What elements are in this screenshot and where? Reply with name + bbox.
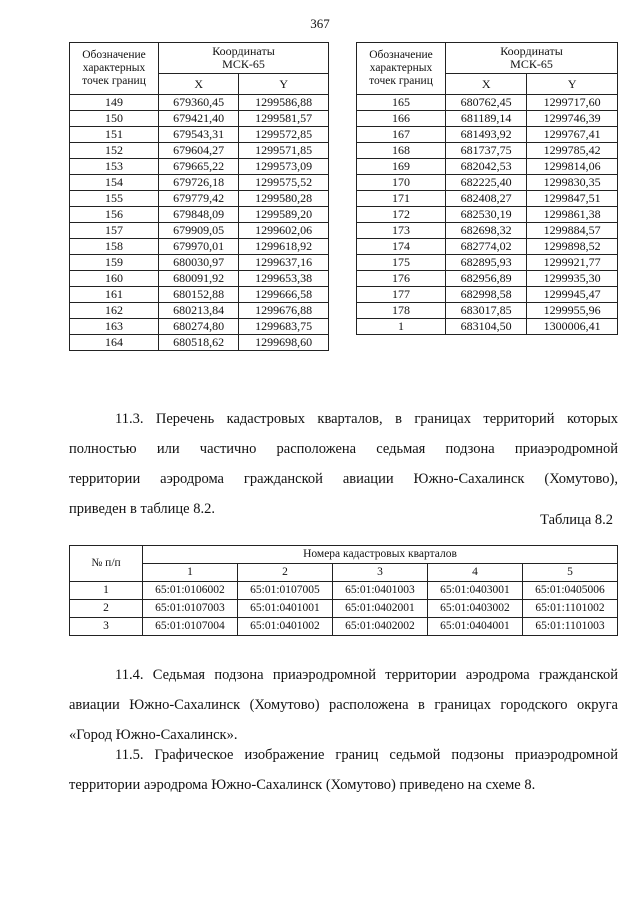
paragraph-line: «Город Южно-Сахалинск».	[69, 727, 238, 743]
header-coordinates-line1: Координаты	[500, 44, 563, 58]
table-cell: 65:01:0401001	[238, 600, 333, 618]
header-points: Обозначение характерных точек границ	[70, 43, 159, 95]
table-row	[70, 159, 329, 175]
header-coordinates-line2: МСК-65	[222, 57, 265, 71]
header-column-number: 5	[523, 564, 618, 582]
table-row	[357, 271, 618, 287]
table-cell: 679848,09	[159, 207, 239, 223]
table-cell: 679604,27	[159, 143, 239, 159]
table-cell: 168	[357, 143, 446, 159]
table-cell: 1299581,57	[239, 111, 329, 127]
table-cell: 162	[70, 303, 159, 319]
table-cell: 164	[70, 335, 159, 351]
table-cell: 1299571,85	[239, 143, 329, 159]
table-cell: 681189,14	[446, 111, 527, 127]
coordinates-table-left	[69, 42, 329, 351]
table-cell: 1299683,75	[239, 319, 329, 335]
table-cell: 169	[357, 159, 446, 175]
table-cell: 65:01:0107005	[238, 582, 333, 600]
table-row	[357, 159, 618, 175]
paragraph-line: авиации Южно-Сахалинск (Хомутово) расположена в границах городского округа	[69, 697, 618, 713]
table-cell: 65:01:0106002	[143, 582, 238, 600]
header-x: X	[159, 74, 239, 95]
table-cell: 65:01:1101002	[523, 600, 618, 618]
table-row	[70, 303, 329, 319]
table-cell: 682408,27	[446, 191, 527, 207]
table-row	[357, 207, 618, 223]
table-row	[357, 223, 618, 239]
table-row	[357, 111, 618, 127]
table-cell: 1299618,92	[239, 239, 329, 255]
table-cell: 172	[357, 207, 446, 223]
header-y: Y	[239, 74, 329, 95]
table-cell: 1299698,60	[239, 335, 329, 351]
table-cell: 680091,92	[159, 271, 239, 287]
table-cell: 679543,31	[159, 127, 239, 143]
table-cell: 163	[70, 319, 159, 335]
table-cell: 1299861,38	[527, 207, 618, 223]
table-row	[70, 95, 329, 111]
table-cell: 155	[70, 191, 159, 207]
table-row	[70, 287, 329, 303]
table-row	[70, 319, 329, 335]
table-row	[357, 303, 618, 319]
table-cell: 679665,22	[159, 159, 239, 175]
table-cell: 1299814,06	[527, 159, 618, 175]
table-cell: 65:01:0402001	[333, 600, 428, 618]
table-cell: 1299884,57	[527, 223, 618, 239]
table-cell: 170	[357, 175, 446, 191]
table-cell: 151	[70, 127, 159, 143]
paragraph-line: территории аэродрома гражданской авиации Южно-Сахалинск (Хомутово),	[69, 471, 618, 487]
table-row	[70, 239, 329, 255]
table-cell: 171	[357, 191, 446, 207]
table-cell: 1299676,88	[239, 303, 329, 319]
table-cell: 1299637,16	[239, 255, 329, 271]
table-cell: 1299935,30	[527, 271, 618, 287]
table-cell: 1299921,77	[527, 255, 618, 271]
table-row	[70, 618, 618, 636]
table-cell: 152	[70, 143, 159, 159]
header-coordinates	[446, 43, 618, 74]
table-cell: 1299602,06	[239, 223, 329, 239]
table-cell: 1299666,58	[239, 287, 329, 303]
table-row	[357, 319, 618, 335]
table-cell: 3	[70, 618, 143, 636]
table-cell: 178	[357, 303, 446, 319]
table-cell: 156	[70, 207, 159, 223]
table-cell: 165	[357, 95, 446, 111]
table-row	[357, 255, 618, 271]
table-caption: Таблица 8.2	[540, 512, 613, 528]
table-cell: 1299847,51	[527, 191, 618, 207]
table-cell: 682225,40	[446, 175, 527, 191]
table-row	[70, 582, 618, 600]
table-cell: 177	[357, 287, 446, 303]
table-cell: 1299573,09	[239, 159, 329, 175]
header-x: X	[446, 74, 527, 95]
table-cell: 682042,53	[446, 159, 527, 175]
table-cell: 679779,42	[159, 191, 239, 207]
header-column-number: 1	[143, 564, 238, 582]
table-cell: 1299589,20	[239, 207, 329, 223]
table-cell: 166	[357, 111, 446, 127]
table-cell: 65:01:0107004	[143, 618, 238, 636]
table-cell: 1299746,39	[527, 111, 618, 127]
header-column-number: 3	[333, 564, 428, 582]
table-row	[357, 287, 618, 303]
table-cell: 65:01:0402002	[333, 618, 428, 636]
table-cell: 65:01:0405006	[523, 582, 618, 600]
table-cell: 149	[70, 95, 159, 111]
table-cell: 1299586,88	[239, 95, 329, 111]
table-row	[70, 127, 329, 143]
table-cell: 65:01:0401003	[333, 582, 428, 600]
table-cell: 153	[70, 159, 159, 175]
paragraph-line: 11.3. Перечень кадастровых кварталов, в границах территорий которых	[115, 411, 618, 427]
table-cell: 1	[70, 582, 143, 600]
table-cell: 2	[70, 600, 143, 618]
table-cell: 1300006,41	[527, 319, 618, 335]
header-y: Y	[527, 74, 618, 95]
paragraph-line: 11.4. Седьмая подзона приаэродромной территории аэродрома гражданской	[115, 667, 618, 683]
table-cell: 1299717,60	[527, 95, 618, 111]
table-row	[70, 111, 329, 127]
paragraph-11-5	[69, 740, 618, 800]
table-row	[357, 175, 618, 191]
table-cell: 1299767,41	[527, 127, 618, 143]
table-cell: 160	[70, 271, 159, 287]
table-cell: 679909,05	[159, 223, 239, 239]
table-cell: 157	[70, 223, 159, 239]
table-row	[70, 271, 329, 287]
table-cell: 173	[357, 223, 446, 239]
table-cell: 1299955,96	[527, 303, 618, 319]
table-cell: 679360,45	[159, 95, 239, 111]
header-coordinates	[159, 43, 329, 74]
table-cell: 682956,89	[446, 271, 527, 287]
header-quarters: Номера кадастровых кварталов	[143, 546, 618, 564]
table-row	[70, 175, 329, 191]
table-cell: 679726,18	[159, 175, 239, 191]
header-column-number: 2	[238, 564, 333, 582]
table-cell: 682530,19	[446, 207, 527, 223]
header-column-number: 4	[428, 564, 523, 582]
paragraph-11-3	[69, 404, 618, 524]
paragraph-line: 11.5. Графическое изображение границ седьмой подзоны приаэродромной	[115, 747, 618, 763]
table-cell: 681493,92	[446, 127, 527, 143]
table-cell: 680274,80	[159, 319, 239, 335]
table-cell: 680213,84	[159, 303, 239, 319]
table-cell: 680030,97	[159, 255, 239, 271]
table-cell: 1299653,38	[239, 271, 329, 287]
table-cell: 65:01:0403002	[428, 600, 523, 618]
table-cell: 1299785,42	[527, 143, 618, 159]
table-cell: 150	[70, 111, 159, 127]
table-cell: 1299898,52	[527, 239, 618, 255]
table-cell: 679421,40	[159, 111, 239, 127]
table-cell: 65:01:1101003	[523, 618, 618, 636]
table-row	[357, 191, 618, 207]
table-row	[357, 143, 618, 159]
table-row	[357, 127, 618, 143]
table-cell: 1299580,28	[239, 191, 329, 207]
table-cell: 167	[357, 127, 446, 143]
header-row-number: № п/п	[70, 546, 143, 582]
header-coordinates-line2: МСК-65	[510, 57, 553, 71]
coordinates-table-right	[356, 42, 618, 335]
page-number: 367	[310, 16, 330, 31]
table-cell: 65:01:0404001	[428, 618, 523, 636]
table-row	[70, 207, 329, 223]
table-row	[70, 600, 618, 618]
table-cell: 161	[70, 287, 159, 303]
table-cell: 154	[70, 175, 159, 191]
table-cell: 1299945,47	[527, 287, 618, 303]
table-cell: 65:01:0403001	[428, 582, 523, 600]
table-cell: 1299830,35	[527, 175, 618, 191]
table-cell: 1	[357, 319, 446, 335]
header-points: Обозначение характерных точек границ	[357, 43, 446, 95]
table-cell: 680518,62	[159, 335, 239, 351]
table-cell: 680152,88	[159, 287, 239, 303]
table-row	[70, 255, 329, 271]
table-cell: 682998,58	[446, 287, 527, 303]
table-row	[357, 95, 618, 111]
coordinates-left-body	[70, 95, 329, 351]
coordinates-right-body	[357, 95, 618, 335]
table-cell: 682895,93	[446, 255, 527, 271]
table-cell: 682698,32	[446, 223, 527, 239]
table-cell: 683104,50	[446, 319, 527, 335]
table-row	[357, 239, 618, 255]
table-cell: 1299572,85	[239, 127, 329, 143]
table-cell: 683017,85	[446, 303, 527, 319]
table-cell: 159	[70, 255, 159, 271]
table-cell: 682774,02	[446, 239, 527, 255]
paragraph-11-4	[69, 660, 618, 750]
table-row	[70, 223, 329, 239]
table-row	[70, 335, 329, 351]
paragraph-line: полностью или частично расположена седьмая подзона приаэродромной	[69, 441, 618, 457]
table-cell: 679970,01	[159, 239, 239, 255]
table-cell: 680762,45	[446, 95, 527, 111]
table-cell: 65:01:0107003	[143, 600, 238, 618]
table-cell: 176	[357, 271, 446, 287]
cadastral-quarters-body	[70, 582, 618, 636]
table-row	[70, 191, 329, 207]
table-cell: 1299575,52	[239, 175, 329, 191]
table-cell: 158	[70, 239, 159, 255]
paragraph-line: приведен в таблице 8.2.	[69, 501, 215, 517]
table-cell: 681737,75	[446, 143, 527, 159]
header-coordinates-line1: Координаты	[212, 44, 275, 58]
table-cell: 174	[357, 239, 446, 255]
table-cell: 175	[357, 255, 446, 271]
table-row	[70, 143, 329, 159]
paragraph-line: территории аэродрома Южно-Сахалинск (Хомутово) приведено на схеме 8.	[69, 777, 536, 793]
cadastral-quarters-table	[69, 545, 618, 636]
table-cell: 65:01:0401002	[238, 618, 333, 636]
